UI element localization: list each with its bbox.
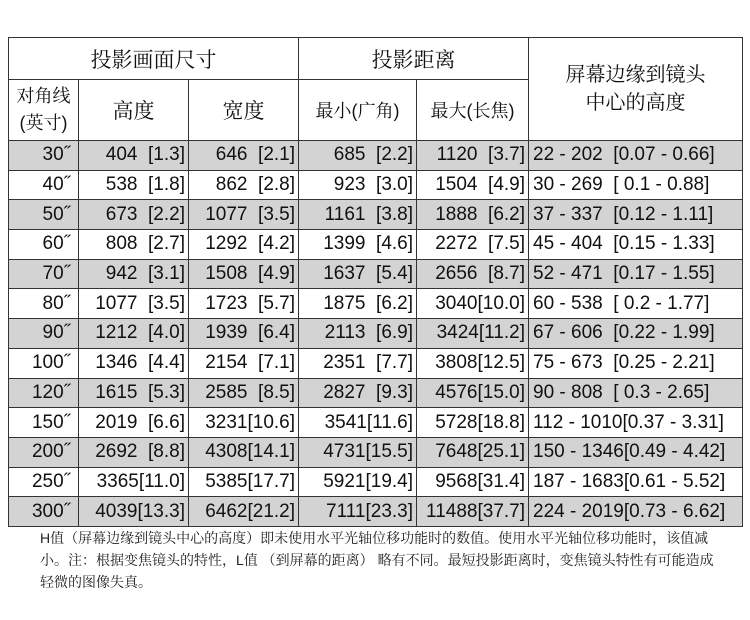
cell-max-distance: 2272 [7.5]	[417, 230, 529, 260]
header-diagonal	[9, 80, 79, 141]
table-row	[9, 259, 743, 289]
header-offset-height-text: 屏幕边缘到镜头中心的高度	[565, 64, 706, 114]
cell-offset: 150 - 1346[0.49 - 4.42]	[529, 437, 743, 467]
cell-max-distance: 7648[25.1]	[417, 437, 529, 467]
cell-diagonal: 50˝	[9, 200, 79, 230]
cell-diagonal: 120˝	[9, 378, 79, 408]
cell-offset: 90 - 808 [ 0.3 - 2.65]	[529, 378, 743, 408]
table-row	[9, 319, 743, 349]
cell-diagonal: 80˝	[9, 289, 79, 319]
cell-max-distance: 5728[18.8]	[417, 408, 529, 438]
cell-diagonal: 30˝	[9, 141, 79, 171]
cell-height: 2019 [6.6]	[79, 408, 189, 438]
cell-max-distance: 1504 [4.9]	[417, 170, 529, 200]
cell-height: 538 [1.8]	[79, 170, 189, 200]
cell-diagonal: 300˝	[9, 497, 79, 527]
header-max-tele: 最大(长焦)	[417, 80, 529, 141]
cell-offset: 75 - 673 [0.25 - 2.21]	[529, 348, 743, 378]
cell-min-distance: 923 [3.0]	[299, 170, 417, 200]
cell-width: 1723 [5.7]	[189, 289, 299, 319]
cell-min-distance: 685 [2.2]	[299, 141, 417, 171]
header-height: 高度	[79, 80, 189, 141]
cell-width: 2154 [7.1]	[189, 348, 299, 378]
cell-height: 1212 [4.0]	[79, 319, 189, 349]
cell-width: 1508 [4.9]	[189, 259, 299, 289]
cell-diagonal: 90˝	[9, 319, 79, 349]
cell-diagonal: 150˝	[9, 408, 79, 438]
cell-width: 4308[14.1]	[189, 437, 299, 467]
table-row	[9, 467, 743, 497]
cell-min-distance: 1399 [4.6]	[299, 230, 417, 260]
cell-diagonal: 60˝	[9, 230, 79, 260]
table-body	[9, 141, 743, 527]
header-min-wide: 最小(广角)	[299, 80, 417, 141]
cell-min-distance: 2351 [7.7]	[299, 348, 417, 378]
table-row	[9, 170, 743, 200]
cell-offset: 22 - 202 [0.07 - 0.66]	[529, 141, 743, 171]
cell-offset: 30 - 269 [ 0.1 - 0.88]	[529, 170, 743, 200]
projection-distance-table	[8, 37, 743, 527]
cell-height: 673 [2.2]	[79, 200, 189, 230]
cell-width: 1939 [6.4]	[189, 319, 299, 349]
header-offset-height	[529, 38, 743, 141]
cell-max-distance: 4576[15.0]	[417, 378, 529, 408]
table-row	[9, 200, 743, 230]
cell-max-distance: 11488[37.7]	[417, 497, 529, 527]
cell-min-distance: 4731[15.5]	[299, 437, 417, 467]
cell-min-distance: 1875 [6.2]	[299, 289, 417, 319]
cell-diagonal: 70˝	[9, 259, 79, 289]
cell-min-distance: 1637 [5.4]	[299, 259, 417, 289]
cell-diagonal: 40˝	[9, 170, 79, 200]
cell-offset: 224 - 2019[0.73 - 6.62]	[529, 497, 743, 527]
cell-height: 3365[11.0]	[79, 467, 189, 497]
cell-min-distance: 3541[11.6]	[299, 408, 417, 438]
cell-offset: 112 - 1010[0.37 - 3.31]	[529, 408, 743, 438]
cell-width: 1077 [3.5]	[189, 200, 299, 230]
cell-width: 862 [2.8]	[189, 170, 299, 200]
table-row	[9, 378, 743, 408]
cell-height: 2692 [8.8]	[79, 437, 189, 467]
cell-offset: 67 - 606 [0.22 - 1.99]	[529, 319, 743, 349]
table-row	[9, 289, 743, 319]
cell-min-distance: 5921[19.4]	[299, 467, 417, 497]
cell-diagonal: 200˝	[9, 437, 79, 467]
cell-max-distance: 3808[12.5]	[417, 348, 529, 378]
table-row	[9, 348, 743, 378]
cell-width: 3231[10.6]	[189, 408, 299, 438]
projection-table-container	[8, 37, 742, 527]
cell-min-distance: 2113 [6.9]	[299, 319, 417, 349]
cell-width: 2585 [8.5]	[189, 378, 299, 408]
header-screen-size: 投影画面尺寸	[9, 38, 299, 80]
table-row	[9, 437, 743, 467]
header-diagonal-text: 对角线 (英寸)	[16, 86, 71, 133]
cell-offset: 187 - 1683[0.61 - 5.52]	[529, 467, 743, 497]
cell-offset: 45 - 404 [0.15 - 1.33]	[529, 230, 743, 260]
table-row	[9, 408, 743, 438]
cell-min-distance: 7111[23.3]	[299, 497, 417, 527]
table-row	[9, 141, 743, 171]
cell-offset: 37 - 337 [0.12 - 1.11]	[529, 200, 743, 230]
cell-diagonal: 250˝	[9, 467, 79, 497]
table-row	[9, 230, 743, 260]
cell-max-distance: 1120 [3.7]	[417, 141, 529, 171]
cell-max-distance: 2656 [8.7]	[417, 259, 529, 289]
cell-min-distance: 2827 [9.3]	[299, 378, 417, 408]
cell-offset: 60 - 538 [ 0.2 - 1.77]	[529, 289, 743, 319]
cell-max-distance: 3040[10.0]	[417, 289, 529, 319]
cell-offset: 52 - 471 [0.17 - 1.55]	[529, 259, 743, 289]
cell-max-distance: 9568[31.4]	[417, 467, 529, 497]
cell-height: 404 [1.3]	[79, 141, 189, 171]
footnote: H值（屏幕边缘到镜头中心的高度）即未使用水平光轴位移功能时的数值。使用水平光轴位移功能时，该值减小。注：根据变焦镜头的特性，L值 （到屏幕的距离） 略有不同。最短投影距离时，变焦镜头特性有可能造成轻微的图像失真。	[40, 530, 714, 590]
cell-height: 808 [2.7]	[79, 230, 189, 260]
cell-min-distance: 1161 [3.8]	[299, 200, 417, 230]
cell-max-distance: 1888 [6.2]	[417, 200, 529, 230]
cell-width: 6462[21.2]	[189, 497, 299, 527]
cell-height: 942 [3.1]	[79, 259, 189, 289]
header-throw-distance: 投影距离	[299, 38, 529, 80]
cell-max-distance: 3424[11.2]	[417, 319, 529, 349]
cell-height: 1346 [4.4]	[79, 348, 189, 378]
cell-height: 1077 [3.5]	[79, 289, 189, 319]
cell-height: 4039[13.3]	[79, 497, 189, 527]
cell-diagonal: 100˝	[9, 348, 79, 378]
cell-width: 5385[17.7]	[189, 467, 299, 497]
cell-height: 1615 [5.3]	[79, 378, 189, 408]
cell-width: 1292 [4.2]	[189, 230, 299, 260]
header-width: 宽度	[189, 80, 299, 141]
cell-width: 646 [2.1]	[189, 141, 299, 171]
table-row	[9, 497, 743, 527]
